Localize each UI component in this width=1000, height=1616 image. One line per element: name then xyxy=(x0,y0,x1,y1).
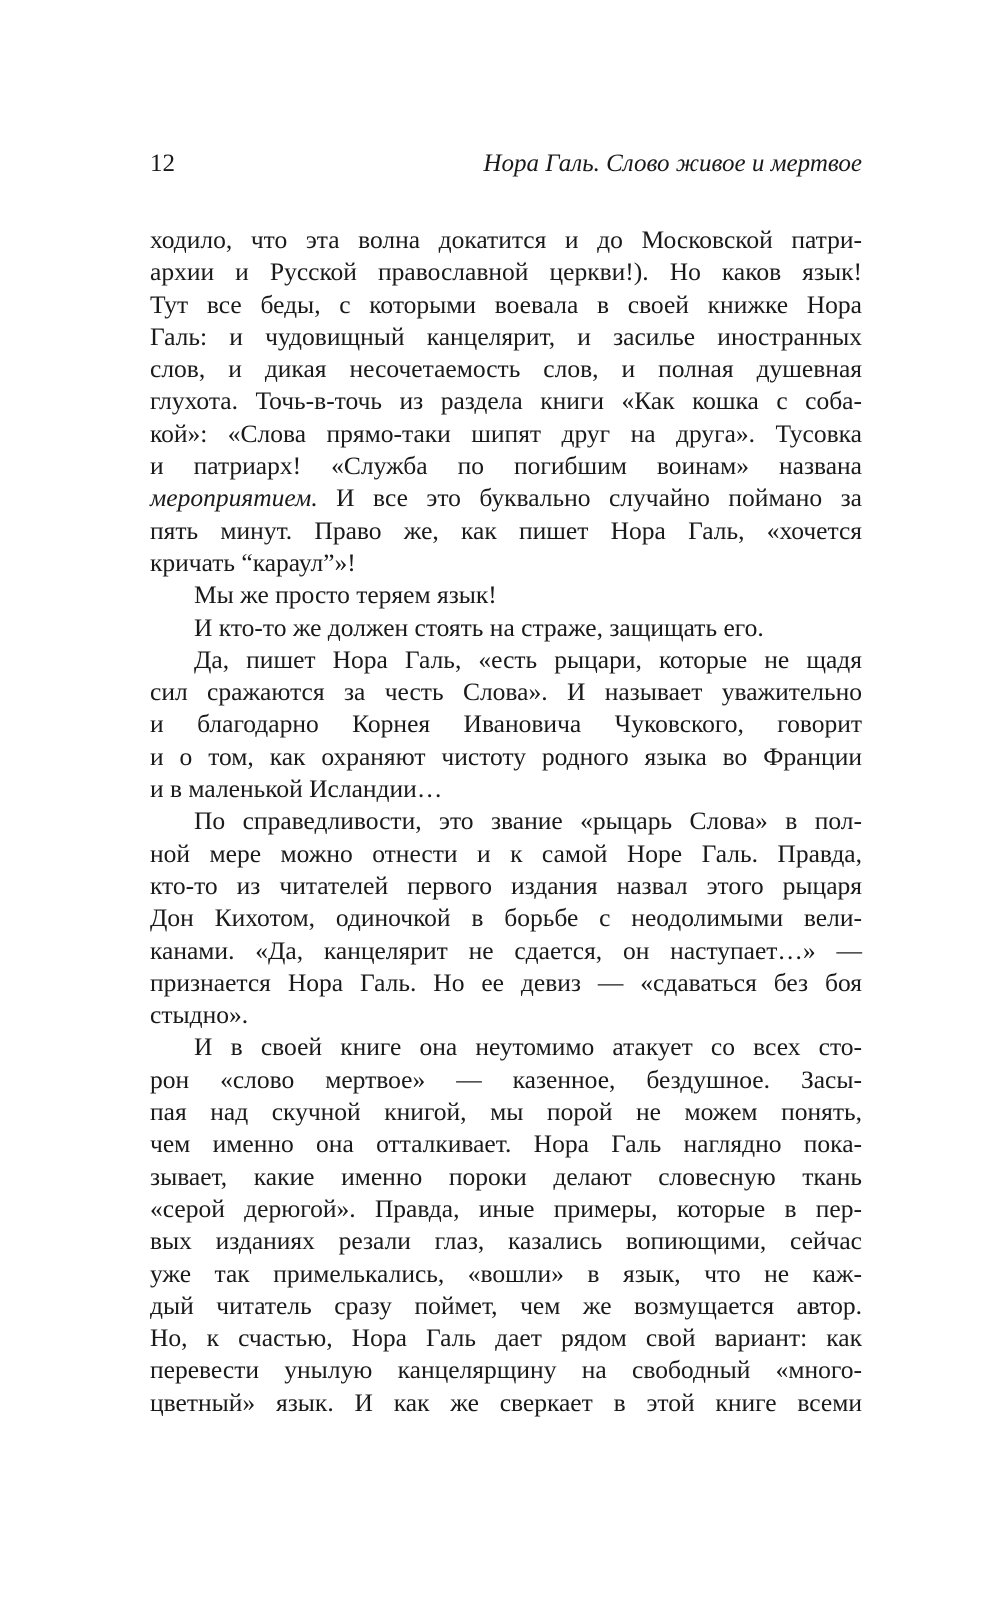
text-line: зывает, какие именно пороки делают словесную ткань xyxy=(150,1161,862,1191)
text-line: архии и Русской православной церкви!). Но каков язык! xyxy=(150,257,862,287)
text-line: цветный» язык. И как же сверкает в этой книге всеми xyxy=(150,1387,862,1417)
text-line: пая над скучной книгой, мы порой не можем понять, xyxy=(150,1097,862,1127)
text-line: перевести унылую канцелярщину на свободный «много- xyxy=(150,1355,862,1385)
text-line: глухота. Точь-в-точь из раздела книги «Как кошка с соба- xyxy=(150,386,862,416)
text-line: кто-то из читателей первого издания назвал этого рыцаря xyxy=(150,870,862,900)
text-segment: И все это буквально случайно поймано за xyxy=(317,483,862,513)
text-line: И в своей книге она неутомимо атакует со всех сто- xyxy=(194,1032,862,1062)
text-line: И кто-то же должен стоять на страже, защищать его. xyxy=(194,612,764,642)
text-line: «серой дерюгой». Правда, иные примеры, которые в пер- xyxy=(150,1193,862,1223)
text-line: признается Нора Галь. Но ее девиз — «сдаваться без боя xyxy=(150,967,862,997)
text-line: ной мере можно отнести и к самой Норе Галь. Правда, xyxy=(150,838,862,868)
text-line: кричать “караул”»! xyxy=(150,547,356,577)
italic-word: мероприятием. xyxy=(150,483,318,513)
text-line: вых изданиях резали глаз, казались вопиющими, сейчас xyxy=(150,1226,862,1256)
text-line: канами. «Да, канцелярит не сдается, он наступает…» — xyxy=(150,935,862,965)
text-line xyxy=(150,482,862,514)
text-line: Дон Кихотом, одиночкой в борьбе с неодолимыми вели- xyxy=(150,903,862,933)
text-line: Галь: и чудовищный канцелярит, и засилье иностранных xyxy=(150,321,862,351)
text-line: и о том, как охраняют чистоту родного языка во Франции xyxy=(150,741,862,771)
text-line: рон «слово мертвое» — казенное, бездушное. Засы- xyxy=(150,1064,862,1094)
text-line: и патриарх! «Служба по погибшим воинам» названа xyxy=(150,451,862,481)
text-line: сил сражаются за честь Слова». И называет уважительно xyxy=(150,677,862,707)
page-number: 12 xyxy=(150,150,175,177)
text-line: и благодарно Корнея Ивановича Чуковского, говорит xyxy=(150,709,862,739)
text-line: По справедливости, это звание «рыцарь Слова» в пол- xyxy=(194,806,862,836)
text-line: кой»: «Слова прямо-таки шипят друг на друга». Тусовка xyxy=(150,418,862,448)
text-line: Да, пишет Нора Галь, «есть рыцари, которые не щадя xyxy=(194,644,862,674)
running-header xyxy=(150,150,862,190)
text-line: стыдно». xyxy=(150,1000,249,1030)
text-line: дый читатель сразу поймет, чем же возмущается автор. xyxy=(150,1290,862,1320)
text-line: Мы же просто теряем язык! xyxy=(194,580,497,610)
running-title: Нора Галь. Слово живое и мертвое xyxy=(483,150,862,177)
text-line: Но, к счастью, Нора Галь дает рядом свой вариант: как xyxy=(150,1323,862,1353)
text-line: Тут все беды, с которыми воевала в своей книжке Нора xyxy=(150,289,862,319)
text-line: пять минут. Право же, как пишет Нора Галь, «хочется xyxy=(150,515,862,545)
text-line: слов, и дикая несочетаемость слов, и полная душевная xyxy=(150,354,862,384)
text-line: чем именно она отталкивает. Нора Галь наглядно пока- xyxy=(150,1129,862,1159)
text-line: уже так примелькались, «вошли» в язык, что не каж- xyxy=(150,1258,862,1288)
text-line: ходило, что эта волна докатится и до Московской патри- xyxy=(150,225,862,254)
text-line: и в маленькой Исландии… xyxy=(150,774,443,804)
book-page xyxy=(150,150,862,1419)
body-text xyxy=(150,224,862,1419)
